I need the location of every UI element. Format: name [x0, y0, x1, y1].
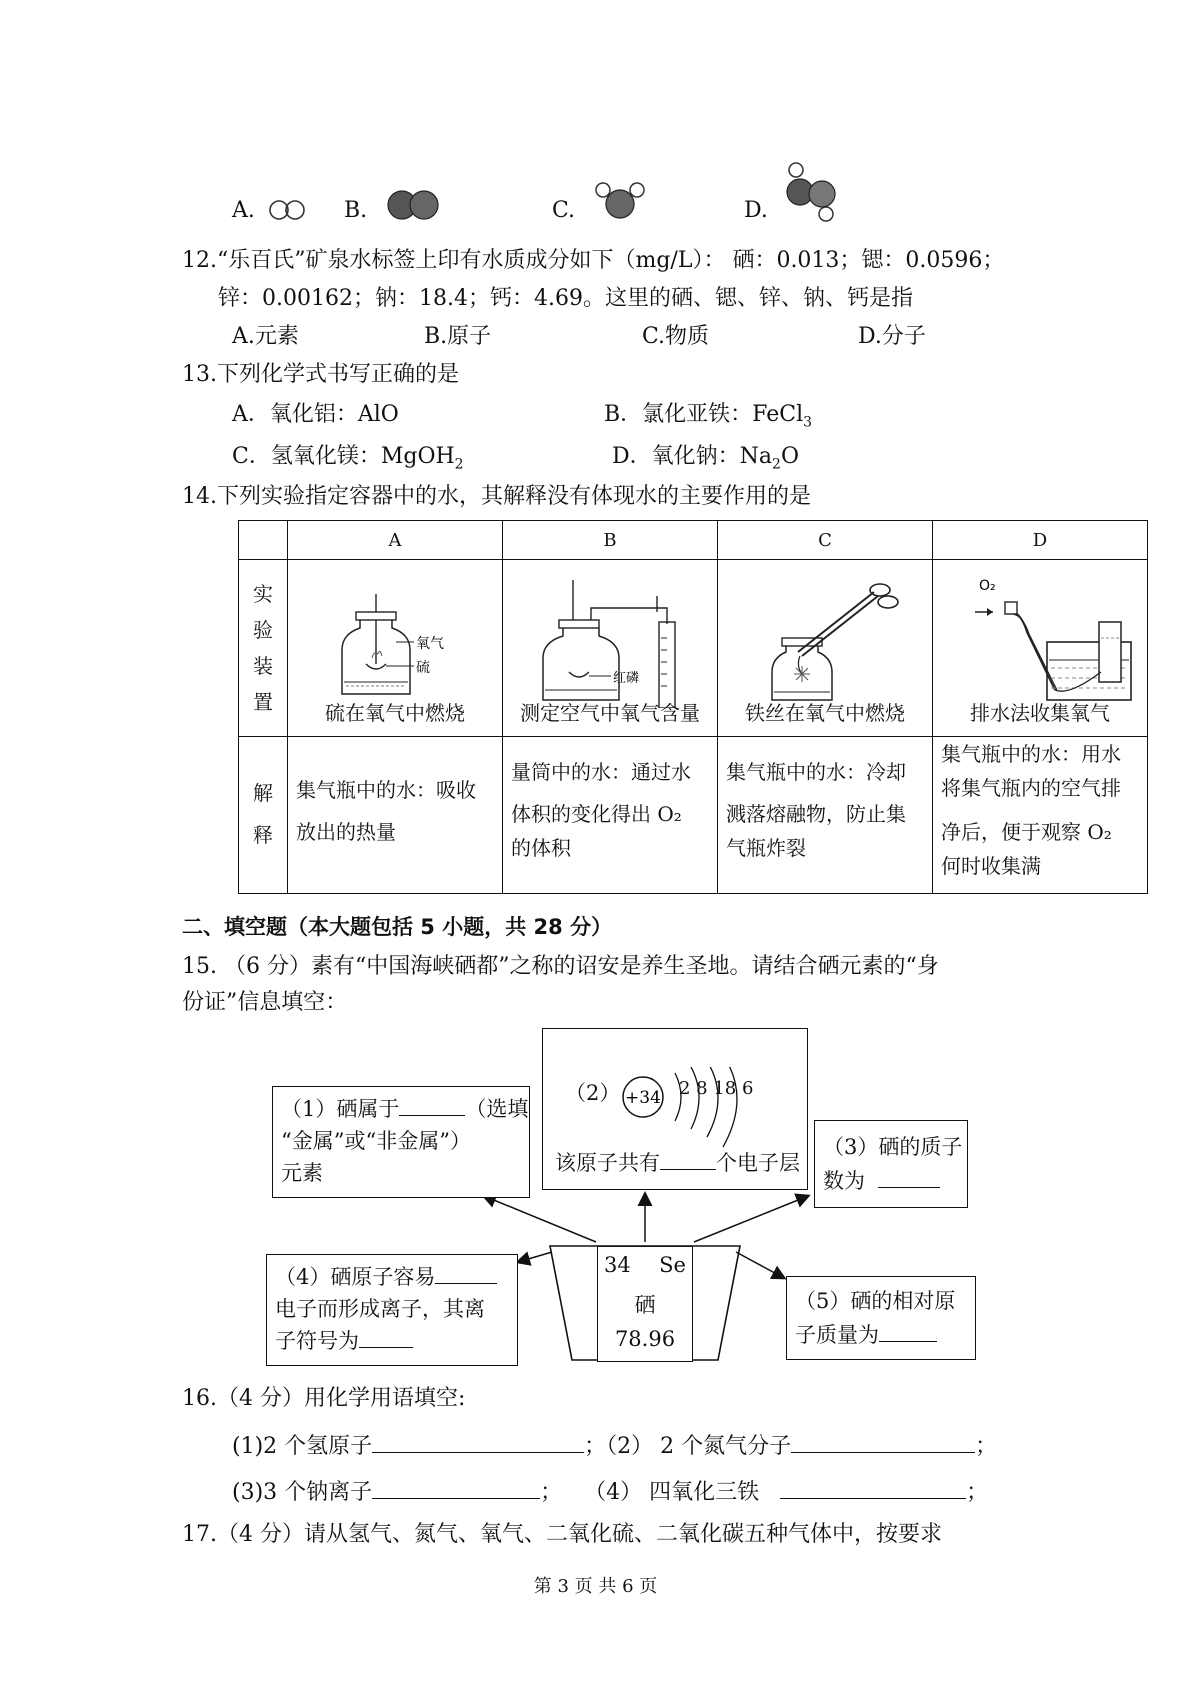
- q11-option-c: C.: [552, 198, 576, 223]
- blank-shell-count[interactable]: [660, 1147, 716, 1170]
- blank-2-nitrogen-molecules[interactable]: [791, 1430, 975, 1453]
- apparatus-b: [503, 560, 718, 737]
- q12-option-b: B.原子: [424, 324, 492, 349]
- apparatus-d: [933, 560, 1148, 737]
- label-sulfur: 硫: [416, 660, 430, 676]
- q12-option-d: D.分子: [858, 324, 926, 349]
- q14-table: [238, 520, 1148, 894]
- q15-box-5: （5）硒的相对原 子质量为: [786, 1276, 976, 1360]
- label-red-phosphorus: 红磷: [613, 671, 640, 686]
- blank-gain-lose[interactable]: [435, 1261, 497, 1284]
- electron-shells: 2 8 18 6: [679, 1078, 754, 1099]
- explanation-b: 量筒中的水：通过水 体积的变化得出 O₂ 的体积: [503, 737, 718, 894]
- q13-option-a: A．氧化铝：AlO: [232, 402, 399, 427]
- caption-c: 铁丝在氧气中燃烧: [745, 701, 905, 725]
- explanation-d: 集气瓶中的水：用水 将集气瓶内的空气排 净后，便于观察 O₂ 何时收集满: [933, 737, 1148, 894]
- q13-option-d: D．氧化钠：$Na_2O$: [612, 444, 799, 473]
- oxygen-content-apparatus-icon: [533, 580, 703, 708]
- blank-proton-number[interactable]: [878, 1165, 940, 1188]
- atomic-mass: 78.96: [614, 1327, 676, 1351]
- element-symbol: Se: [659, 1253, 686, 1277]
- label-oxygen: 氧气: [416, 636, 444, 652]
- q15-line1: 15. （6 分）素有“中国海峡硒都”之称的诏安是养生圣地。请结合硒元素的“身: [182, 954, 939, 979]
- q13-stem: 13.下列化学式书写正确的是: [182, 362, 459, 387]
- molecule-b-icon: [384, 188, 444, 222]
- q16-stem: 16.（4 分）用化学用语填空:: [182, 1386, 466, 1411]
- q13-option-c: C．氢氧化镁：MgOH$_2$: [232, 444, 464, 473]
- nucleus-charge: +34: [625, 1088, 661, 1108]
- q12-line1: 12.“乐百氏”矿泉水标签上印有水质成分如下（mg/L）： 硒：0.013；锶：0.0596；: [182, 248, 1005, 273]
- molecule-d-icon: [782, 160, 844, 224]
- header-c: C: [718, 521, 933, 560]
- explanation-c: 集气瓶中的水：冷却 溅落熔融物，防止集 气瓶炸裂: [718, 737, 933, 894]
- q17-stem: 17.（4 分）请从氢气、氮气、氧气、二氧化硫、二氧化碳五种气体中，按要求: [182, 1522, 942, 1547]
- header-a: A: [288, 521, 503, 560]
- q11-option-b: B.: [344, 198, 368, 223]
- blank-ferroferric-oxide[interactable]: [780, 1476, 966, 1499]
- page-footer: 第 3 页 共 6 页: [533, 1576, 658, 1597]
- caption-b: 测定空气中氧气含量: [520, 701, 700, 725]
- element-card-selenium: [597, 1246, 693, 1362]
- caption-d: 排水法收集氧气: [970, 701, 1110, 725]
- sulfur-burning-jar-icon: [328, 594, 468, 704]
- q13-option-b: B．氯化亚铁：FeCl$_3$: [604, 402, 813, 431]
- row-label-apparatus: 实 验 装 置: [239, 560, 288, 737]
- apparatus-a: [288, 560, 503, 737]
- q15-box-1: （1）硒属于 （选填 “金属”或“非金属”） 元素: [272, 1086, 530, 1198]
- q15-box-2: （2） +34 2 8 18 6 该原子共有 个电子层: [542, 1028, 808, 1190]
- q14-stem: 14.下列实验指定容器中的水，其解释没有体现水的主要作用的是: [182, 484, 811, 509]
- molecule-c-icon: [592, 180, 648, 222]
- q16-item-3: (3)3 个钠离子 ； （4） 四氧化三铁 ；: [232, 1476, 988, 1508]
- q12-line2: 锌：0.00162；钠：18.4；钙：4.69。这里的硒、锶、锌、钠、钙是指: [218, 286, 913, 311]
- q15-line2: 份证”信息填空：: [182, 990, 348, 1015]
- caption-a: 硫在氧气中燃烧: [325, 701, 465, 725]
- q11-option-a: A.: [232, 198, 255, 223]
- header-d: D: [933, 521, 1148, 560]
- row-label-explanation: 解 释: [239, 737, 288, 894]
- blank-relative-mass[interactable]: [879, 1319, 937, 1342]
- q11-option-d: D.: [744, 198, 768, 223]
- q15-box-3: （3）硒的质子 数为: [814, 1120, 968, 1208]
- atomic-number: 34: [604, 1253, 631, 1277]
- blank-2-hydrogen-atoms[interactable]: [372, 1430, 584, 1453]
- blank-metal-type[interactable]: [399, 1093, 465, 1116]
- label-o2: O₂: [979, 578, 996, 594]
- q12-option-c: C.物质: [642, 324, 710, 349]
- header-b: B: [503, 521, 718, 560]
- molecule-a-icon: [268, 198, 308, 222]
- table-corner: [239, 521, 288, 560]
- explanation-a: 集气瓶中的水：吸收 放出的热量: [288, 737, 503, 894]
- q16-item-1: (1)2 个氢原子 ；（2） 2 个氮气分子 ；: [232, 1430, 997, 1462]
- blank-ion-symbol[interactable]: [359, 1325, 413, 1348]
- element-name: 硒: [634, 1293, 656, 1317]
- apparatus-c: [718, 560, 933, 737]
- blank-3-sodium-ions[interactable]: [372, 1476, 540, 1499]
- water-displacement-icon: [959, 572, 1139, 702]
- q12-option-a: A.元素: [232, 324, 299, 349]
- section-heading: 二、填空题（本大题包括 5 小题，共 28 分）: [182, 915, 613, 939]
- iron-wire-burning-icon: [762, 582, 912, 702]
- q15-box-4: （4）硒原子容易 电子而形成离子，其离 子符号为: [266, 1254, 518, 1366]
